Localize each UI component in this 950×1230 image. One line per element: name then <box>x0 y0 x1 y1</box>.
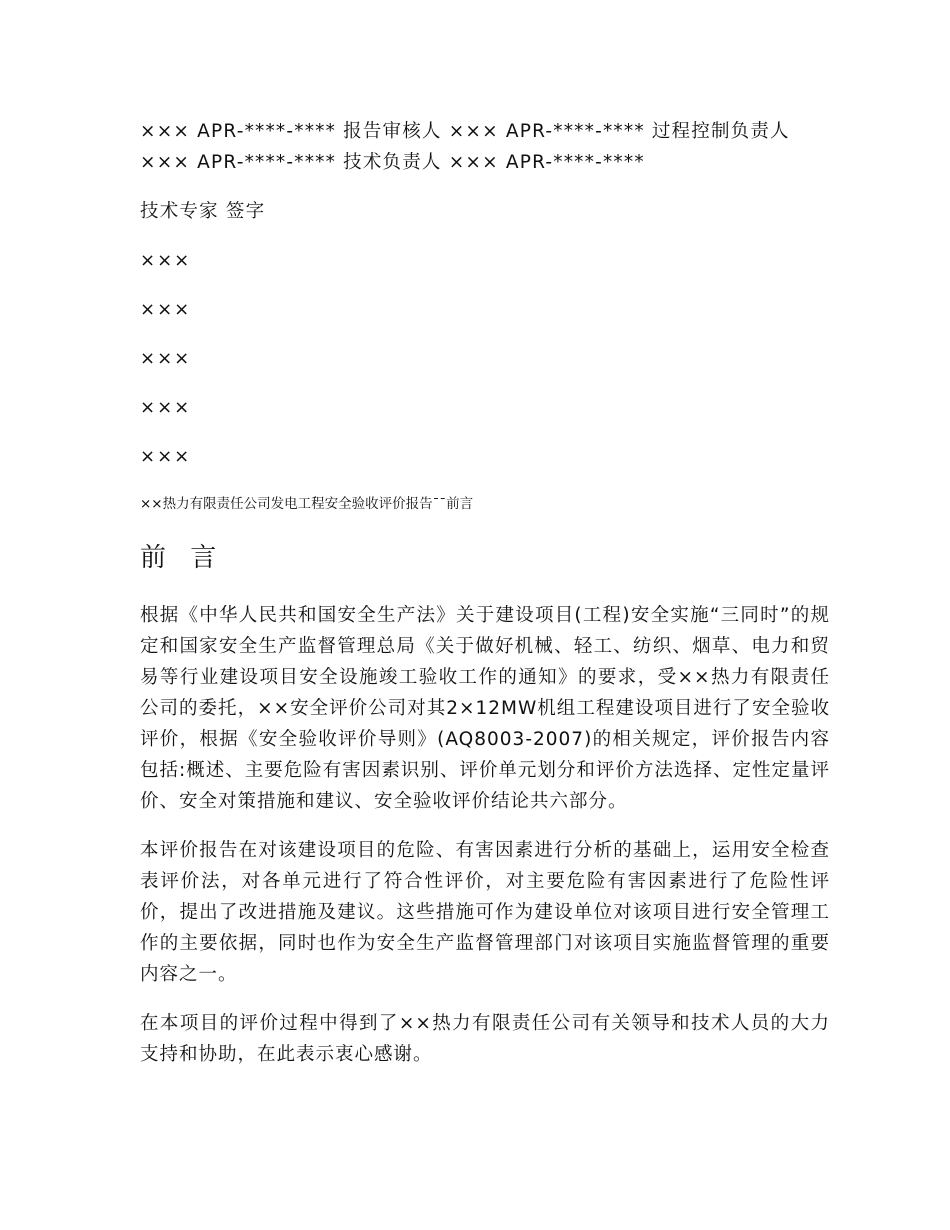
running-header: ××热力有限责任公司发电工程安全验收评价报告¯¯前言 <box>140 496 474 512</box>
preface-paragraph: 本评价报告在对该建设项目的危险、有害因素进行分析的基础上，运用安全检查表评价法，对各单元进行了符合性评价，对主要危险有害因素进行了危险性评价，提出了改进措施及建议。这些措施可作为建设单位对该项目进行安全管理工作的主要依据，同时也作为安全生产监督管理部门对该项目实施监督管理的重要内容之一。 <box>140 840 830 985</box>
signers-line: ××× APR-****-**** 报告审核人 ××× APR-****-**** 过程控制负责人 ××× APR-****-**** 技术负责人 ××× APR-****-**** <box>140 121 790 173</box>
expert-list <box>140 245 830 472</box>
expert-name: ××× <box>140 397 192 418</box>
preface-paragraph: 在本项目的评价过程中得到了××热力有限责任公司有关领导和技术人员的大力支持和协助，在此表示衷心感谢。 <box>140 1013 830 1065</box>
expert-name: ××× <box>140 299 192 320</box>
section-title: 前 言 <box>140 543 225 573</box>
preface-paragraph: 根据《中华人民共和国安全生产法》关于建设项目(工程)安全实施“三同时”的规定和国家安全生产监督管理总局《关于做好机械、轻工、纺织、烟草、电力和贸易等行业建设项目安全设施竣工验收工作的通知》的要求，受××热力有限责任公司的委托，××安全评价公司对其2×12MW机组工程建设项目进行了安全验收评价，根据《安全验收评价导则》(AQ8003-2007)的相关规定，评价报告内容包括:概述、主要危险有害因素识别、评价单元划分和评价方法选择、定性定量评价、安全对策措施和建议、安全验收评价结论共六部分。 <box>140 605 830 812</box>
expert-name: ××× <box>140 250 192 271</box>
expert-name: ××× <box>140 446 192 467</box>
expert-name: ××× <box>140 348 192 369</box>
experts-title: 技术专家 签字 <box>140 201 266 222</box>
document-page <box>140 116 830 1070</box>
